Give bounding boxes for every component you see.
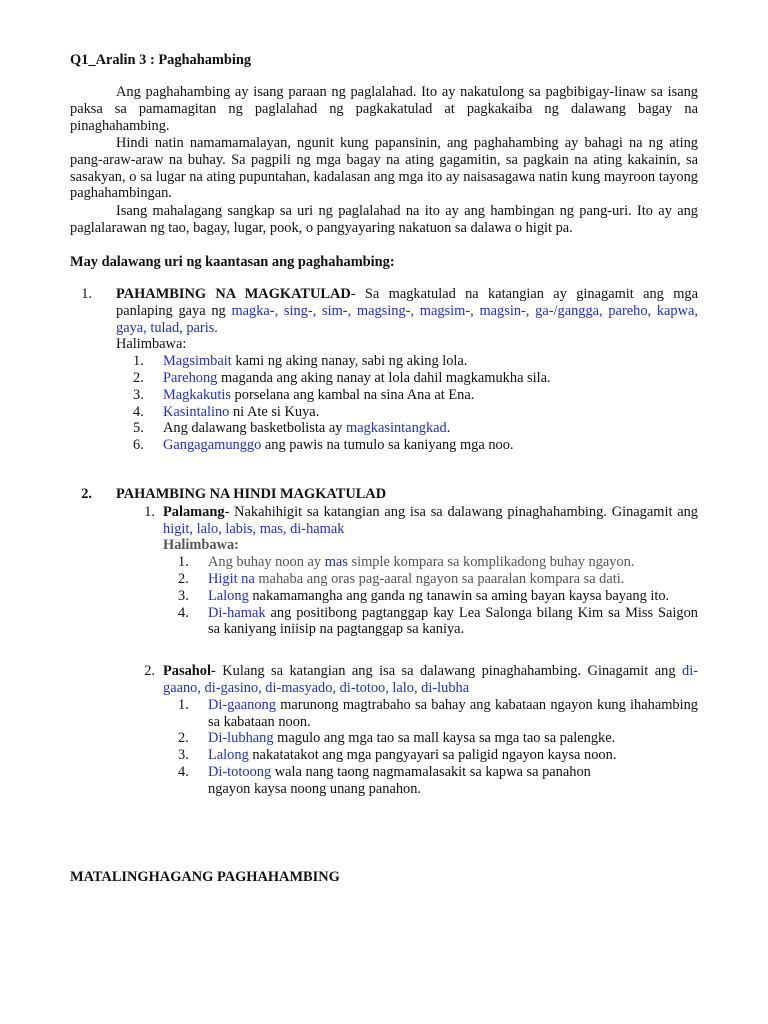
section-magkatulad [70, 286, 698, 454]
section-magkatulad-title: PAHAMBING NA MAGKATULAD [116, 286, 351, 302]
example-text: marunong magtrabaho sa bahay ang kabataan ngayon kung ihahambing sa kabataan noon. [208, 696, 698, 730]
example-number: 4. [133, 403, 144, 420]
example-number: 3. [133, 386, 144, 403]
example-text: kami ng aking nanay, sabi ng aking lola. [231, 353, 468, 370]
affix-list: magka-, sing-, sim-, magsing-, magsim-, magsin-, ga-/gangga, pareho, kapwa, gaya, tulad, paris. [116, 302, 698, 336]
palamang-term: Palamang [163, 503, 225, 520]
highlighted-word: Gangagamunggo [163, 437, 262, 454]
section-magkatulad-text [116, 286, 698, 336]
example-text: ni Ate si Kuya. [229, 403, 320, 420]
palamang-desc: - Nakahihigit sa katangian ang isa sa dalawang pinaghahambing. Ginagamit ang [224, 503, 698, 520]
example-text: wala nang taong nagmamalasakit sa kapwa sa panahon [271, 763, 591, 780]
example-text: nakamamangha ang ganda ng tanawin sa aming bayan kaysa bayang ito. [248, 587, 670, 604]
highlighted-word: Parehong [163, 369, 218, 386]
highlighted-word: Di-hamak [208, 604, 266, 621]
example-item [178, 696, 698, 731]
intro-paragraph-1: Ang paghahambing ay isang paraan ng paglalahad. Ito ay nakatulong sa pagbibigay-linaw sa isang paksa sa pamamagitan ng paglalahad ng pagkakatulad at pagkakaiba ng dalawang bagay na pinaghahambing. [70, 84, 698, 134]
example-item [178, 570, 698, 588]
example-number: 6. [133, 437, 144, 454]
section-hindi-magkatulad [70, 486, 698, 798]
section-magkatulad-desc: - Sa magkatulad na katangian ay ginagamit ang mga panlaping gaya ng [116, 286, 698, 319]
subsection-number: 2. [144, 663, 155, 680]
example-number: 3. [178, 587, 189, 604]
highlighted-word: Lalong [208, 587, 249, 604]
example-number: 1. [178, 696, 189, 713]
example-number: 1. [133, 353, 144, 370]
halimbawa-label: Halimbawa: [163, 537, 239, 554]
example-item [133, 369, 698, 387]
example-text: simple kompara sa komplikadong buhay ngayon. [347, 554, 635, 571]
kaantasan-heading: May dalawang uri ng kaantasan ang paghahambing: [70, 254, 395, 270]
palamang-text [163, 504, 698, 538]
example-item [178, 554, 698, 571]
highlighted-word: Lalong [208, 747, 249, 764]
example-text: nakatatakot ang mga pangyayari sa paligid ngayon kaysa noon. [248, 747, 617, 764]
example-item [133, 420, 698, 437]
example-text: porselana ang kambal na sina Ana at Ena. [230, 386, 475, 403]
example-number: 4. [178, 763, 189, 780]
highlighted-word: Kasintalino [163, 403, 230, 420]
palamang-example-list [178, 554, 698, 638]
example-number: 2. [133, 369, 144, 386]
example-item [133, 437, 698, 454]
example-text: Ang buhay noon ay [208, 554, 325, 571]
example-number: 2. [178, 570, 189, 587]
intro-paragraph-3: Isang mahalagang sangkap sa uri ng paglalahad na ito ay ang hambingan ng pang-uri. Ito ay ang paglalarawan ng tao, bagay, lugar, pook, o pangyayaring nakatuon sa dalawa o higit pa. [70, 203, 698, 236]
pasahol-desc: - Kulang sa katangian ang isa sa dalawang pinaghahambing. Ginagamit ang [210, 663, 676, 680]
pasahol-words: di-gaano, di-gasino, di-masyado, di-totoo, lalo, di-lubha [163, 663, 699, 696]
highlighted-word: Di-lubhang [208, 730, 274, 747]
matalinghaga-heading: MATALINGHAGANG PAGHAHAMBING [70, 869, 340, 885]
example-item [133, 386, 698, 404]
pasahol-text [163, 663, 698, 697]
example-continuation: ngayon kaysa noong unang panahon. [208, 780, 422, 797]
palamang-words: higit, lalo, labis, mas, di-hamak [163, 520, 345, 537]
example-item [133, 353, 698, 370]
section-hindi-magkatulad-title: PAHAMBING NA HINDI MAGKATULAD [116, 486, 387, 502]
example-number: 4. [178, 604, 189, 621]
example-text: ang positibong pagtanggap kay Lea Salonga bilang Kim sa Miss Saigon sa kaniyang iniisip na pagtanggap sa kaniya. [208, 604, 698, 638]
pasahol-example-list [178, 696, 698, 798]
palamang-item [144, 503, 698, 638]
example-item [178, 747, 698, 764]
example-item [178, 763, 698, 798]
intro-paragraph-2: Hindi natin namamamalayan, ngunit kung papansinin, ang paghahambing ay bahagi na ng ating pang-araw-araw na buhay. Sa pagpili ng mga bagay na ating gagamitin, sa pagkain na ating kakainin, sa sasakyan, o sa lugar na ating pupuntahan, kadalasan ang mga ito ay naisasagawa natin kung mayroon tayong paghahambingan. [70, 135, 698, 202]
pasahol-item [144, 663, 699, 797]
highlighted-word: magkasintangkad [346, 420, 447, 437]
example-text: maganda ang aking nanay at lola dahil magkamukha sila. [217, 369, 551, 386]
example-number: 5. [133, 420, 144, 437]
highlighted-word: Magsimbait [163, 353, 232, 370]
highlighted-word: Higit na [208, 570, 255, 587]
page-title: Q1_Aralin 3 : Paghahambing [70, 52, 252, 68]
example-item [178, 604, 698, 639]
highlighted-word: mas [324, 554, 348, 571]
example-text: mahaba ang oras pag-aaral ngayon sa paaralan kompara sa dati. [254, 570, 625, 587]
example-item [178, 587, 698, 605]
example-text: ang pawis na tumulo sa kaniyang mga noo. [261, 437, 514, 454]
highlighted-word: Di-gaanong [208, 696, 276, 713]
highlighted-word: Magkakutis [163, 386, 231, 403]
example-text: . [446, 420, 451, 437]
example-number: 3. [178, 747, 189, 764]
highlighted-word: Di-totoong [208, 763, 272, 780]
halimbawa-label: Halimbawa: [116, 336, 187, 353]
example-text: Ang dalawang basketbolista ay [163, 420, 347, 437]
section-number: 1. [81, 286, 92, 302]
example-item [178, 730, 698, 747]
example-number: 1. [178, 554, 189, 571]
subsection-number: 1. [144, 503, 155, 520]
pasahol-term: Pasahol [163, 663, 211, 680]
magkatulad-example-list [133, 353, 698, 454]
example-number: 2. [178, 730, 189, 747]
example-text: magulo ang mga tao sa mall kaysa sa mga tao sa palengke. [273, 730, 616, 747]
section-number: 2. [81, 486, 92, 502]
example-item [133, 403, 698, 421]
